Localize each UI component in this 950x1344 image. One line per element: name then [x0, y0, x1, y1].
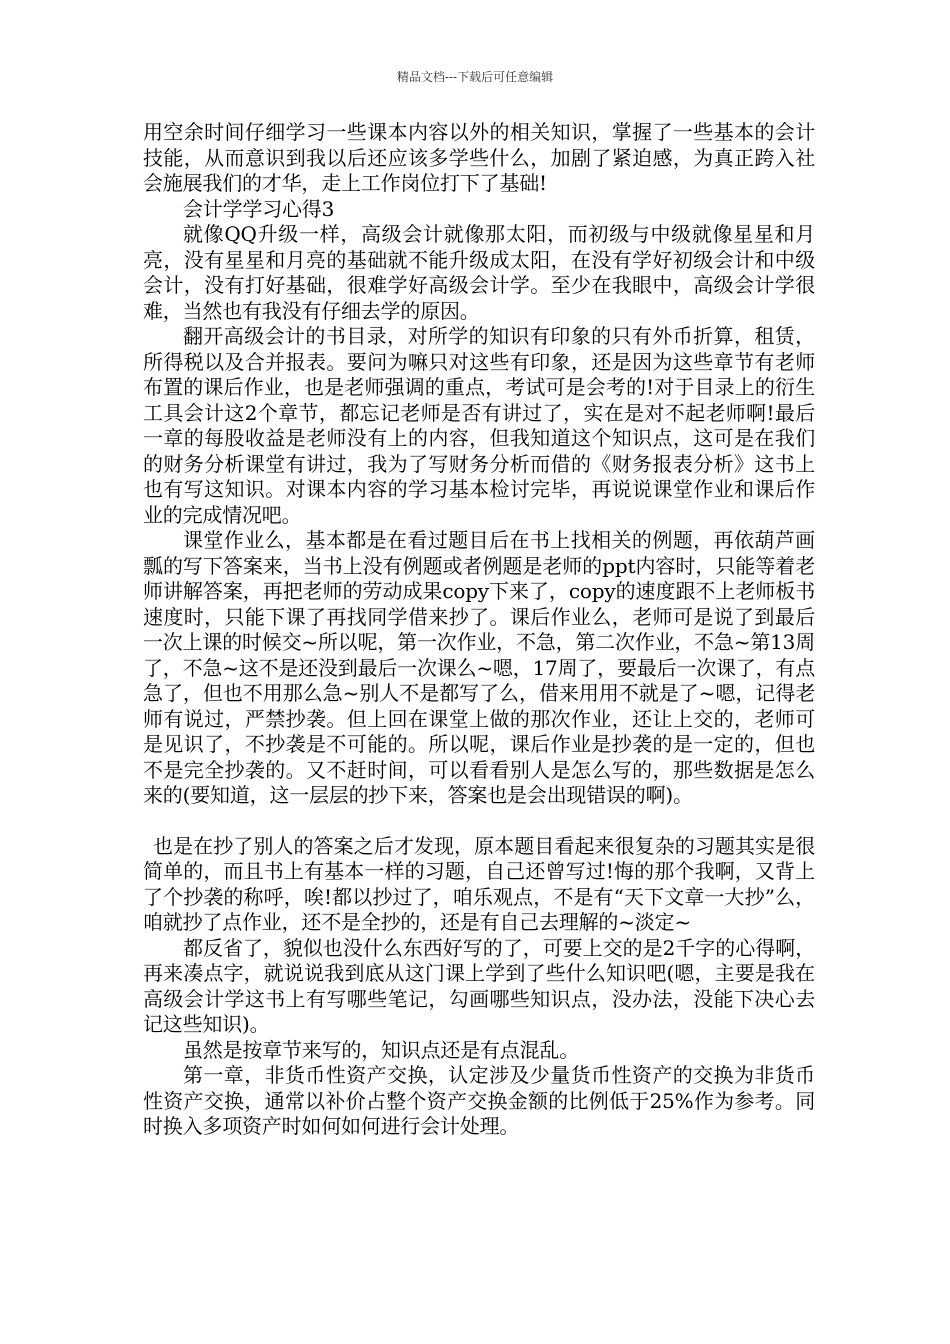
paragraph-8: 第一章，非货币性资产交换，认定涉及少量货币性资产的交换为非货币性资产交换，通常以补价占整个资产交换金额的比例低于25%作为参考。同时换入多项资产时如何如何进行会计处理。 [143, 1063, 815, 1138]
paragraph-7: 虽然是按章节来写的，知识点还是有点混乱。 [183, 1037, 579, 1062]
paragraph-5: 也是在抄了别人的答案之后才发现，原本题目看起来很复杂的习题其实是很简单的，而且书上有基本一样的习题，自己还曾写过!悔的那个我啊，又背上了个抄袭的称呼，唉!都以抄过了，咱乐观点，不是有“天下文章一大抄”么，咱就抄了点作业，还不是全抄的，还是有自己去理解的~淡定~ [143, 833, 815, 934]
document-body [143, 120, 815, 1140]
page-header: 精品文档---下载后可任意编辑 [396, 70, 554, 84]
section-heading: 会计学学习心得3 [183, 196, 335, 221]
paragraph-3: 翻开高级会计的书目录，对所学的知识有印象的只有外币折算，租赁，所得税以及合并报表。要问为嘛只对这些有印象，还是因为这些章节有老师布置的课后作业，也是老师强调的重点，考试可是会考的!对于目录上的衍生工具会计这2个章节，都忘记老师是否有讲过了，实在是对不起老师啊!最后一章的每股收益是老师没有上的内容，但我知道这个知识点，这可是在我们的财务分析课堂有讲过，我为了写财务分析而借的《财务报表分析》这书上也有写这知识。对课本内容的学习基本检讨完毕，再说说课堂作业和课后作业的完成情况吧。 [143, 324, 815, 527]
paragraph-6: 都反省了，貌似也没什么东西好写的了，可要上交的是2千字的心得啊，再来凑点字，就说说我到底从这门课上学到了些什么知识吧(嗯，主要是我在高级会计学这书上有写哪些笔记，勾画哪些知识点，没办法，没能下决心去记这些知识)。 [143, 935, 815, 1036]
paragraph-2: 就像QQ升级一样，高级会计就像那太阳，而初级与中级就像星星和月亮，没有星星和月亮的基础就不能升级成太阳，在没有学好初级会计和中级会计，没有打好基础，很难学好高级会计学。至少在我眼中，高级会计学很难，当然也有我没有仔细去学的原因。 [143, 222, 815, 323]
paragraph-4: 课堂作业么，基本都是在看过题目后在书上找相关的例题，再依葫芦画瓢的写下答案来，当书上没有例题或者例题是老师的ppt内容时，只能等着老师讲解答案，再把老师的劳动成果copy下来了，copy的速度跟不上老师板书速度时，只能下课了再找同学借来抄了。课后作业么，老师可是说了到最后一次上课的时候交~所以呢，第一次作业，不急，第二次作业，不急~第13周了，不急~这不是还没到最后一次课么~嗯，17周了，要最后一次课了，有点急了，但也不用那么急~别人不是都写了么，借来用用不就是了~嗯，记得老师有说过，严禁抄袭。但上回在课堂上做的那次作业，还让上交的，老师可是见识了，不抄袭是不可能的。所以呢，课后作业是抄袭的是一定的，但也不是完全抄袭的。又不赶时间，可以看看别人是怎么写的，那些数据是怎么来的(要知道，这一层层的抄下来，答案也是会出现错误的啊)。 [143, 528, 815, 807]
paragraph-1: 用空余时间仔细学习一些课本内容以外的相关知识，掌握了一些基本的会计技能，从而意识到我以后还应该多学些什么，加剧了紧迫感，为真正跨入社会施展我们的才华，走上工作岗位打下了基础! [143, 120, 815, 195]
